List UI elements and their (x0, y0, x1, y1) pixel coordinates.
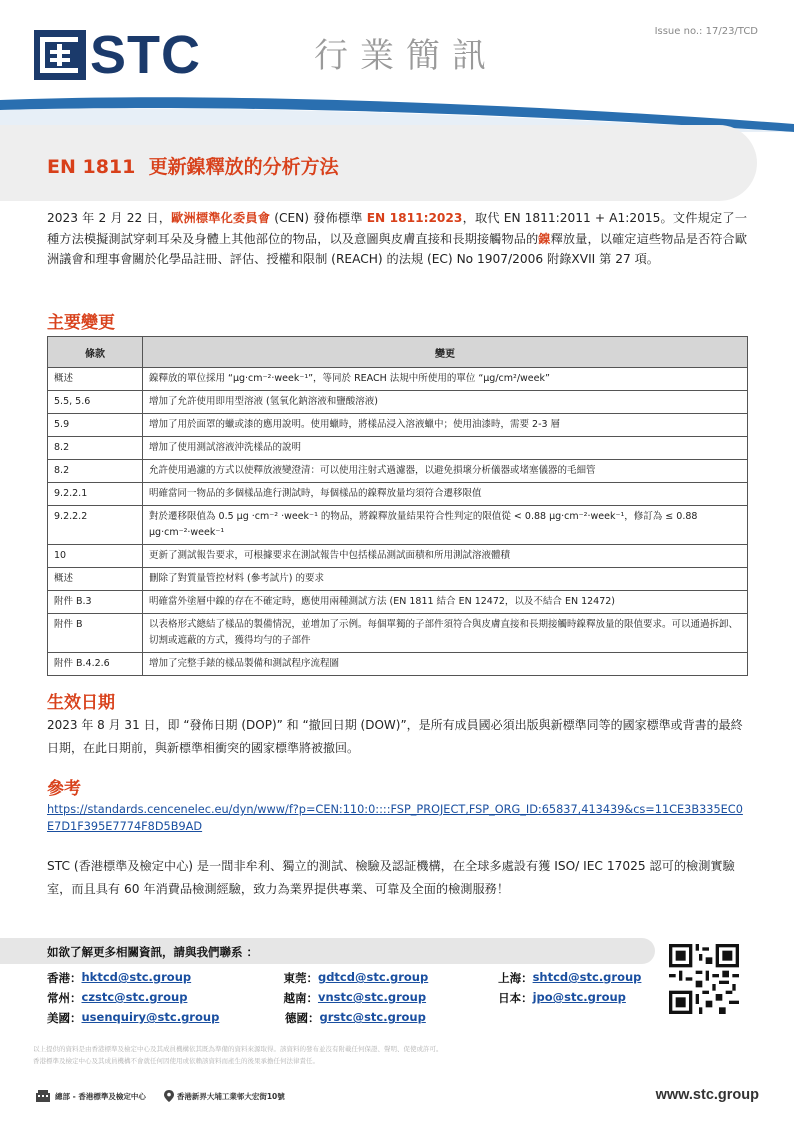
section-heading-effective: 生效日期 (47, 693, 115, 713)
contact-jp (498, 990, 667, 1006)
logo-text: STC (90, 25, 201, 85)
change-cell: 刪除了對質量管控材料 (參考試片) 的要求 (143, 568, 748, 591)
contact-label: 德國： (285, 1011, 320, 1025)
contact-row (47, 968, 667, 988)
table-row (48, 545, 748, 568)
section-heading-reference: 參考 (47, 779, 81, 799)
footer-hq: 總部 - 香港標準及檢定中心 (55, 1091, 146, 1101)
stc-emblem-icon (34, 30, 86, 80)
footer-address: 香港新界大埔工業邨大宏街10號 (176, 1091, 285, 1101)
effective-date-paragraph: 2023 年 8 月 31 日，即 “發佈日期 (DOP)” 和 “撤回日期 (DOW)”，是所有成員國必須出版與新標準同等的國家標準或背書的最終日期，在此日期前，與新標準相衝突的國家標準將被撤回。 (47, 718, 743, 755)
email-link-vn[interactable]: vnstc@stc.group (317, 990, 427, 1004)
clause-cell: 附件 B.4.2.6 (48, 653, 143, 676)
contact-sh (498, 970, 667, 986)
change-cell: 明確當同一物品的多個樣品進行測試時，每個樣品的鎳釋放量均須符合遷移限值 (143, 483, 748, 506)
table-row (48, 414, 748, 437)
column-header-change: 變更 (143, 337, 748, 368)
contact-title: 如欲了解更多相關資訊，請與我們聯系 ： (47, 945, 259, 959)
change-cell: 增加了允許使用即用型溶液 (氫氧化鈉溶液和鹽酸溶液) (143, 391, 748, 414)
page-title: EN 1811 更新鎳釋放的分析方法 (47, 156, 339, 178)
change-cell: 增加了完整手錶的樣品製備和測試程序流程圖 (143, 653, 748, 676)
publication-name: 行業簡訊 (314, 36, 498, 76)
building-icon (35, 1090, 51, 1102)
change-cell: 以表格形式總結了樣品的製備情況，並增加了示例。每個單獨的子部件須符合與皮膚直接和長期接觸時鎳釋放量的限值要求。可以通過拆卸、切割或遮蔽的方式，獲得均勻的子部件 (143, 614, 748, 653)
qr-code-icon[interactable] (669, 944, 739, 1014)
table-row (48, 653, 748, 676)
table-row (48, 568, 748, 591)
reference-link[interactable]: https://standards.cencenelec.eu/dyn/www/f?p=CEN:110:0::::FSP_PROJECT,FSP_ORG_ID:65837,413439&cs=11CE3B335EC0E7D1F395E7774F8D5B9AD (47, 803, 743, 833)
table-row (48, 391, 748, 414)
contact-cz (47, 990, 283, 1006)
table-row (48, 460, 748, 483)
contact-dg (283, 970, 498, 986)
change-cell: 對於遷移限值為 0.5 μg ·cm⁻² ·week⁻¹ 的物品，將鎳釋放量結果符合性判定的限值從 < 0.88 μg·cm⁻²·week⁻¹，修訂為 ≤ 0.88 μg·cm⁻²·week⁻¹ (143, 506, 748, 545)
email-link-jp[interactable]: jpo@stc.group (532, 990, 626, 1004)
table-row (48, 614, 748, 653)
email-link-hk[interactable]: hktcd@stc.group (81, 970, 192, 984)
column-header-clause: 條款 (48, 337, 143, 368)
contact-de (285, 1010, 501, 1026)
clause-cell: 8.2 (48, 460, 143, 483)
contact-hk (47, 970, 283, 986)
clause-cell: 9.2.2.2 (48, 506, 143, 545)
contact-label: 常州： (47, 991, 82, 1005)
section-heading-changes: 主要變更 (47, 313, 115, 333)
change-cell: 鎳釋放的單位採用 “μg·cm⁻²·week⁻¹”，等同於 REACH 法規中所使用的單位 “μg/cm²/week” (143, 368, 748, 391)
clause-cell: 9.2.2.1 (48, 483, 143, 506)
contact-vn (283, 990, 498, 1006)
table-row (48, 591, 748, 614)
disclaimer-line: 以上提供的資料是由香港標準及檢定中心及其成員機構依其既為準備的資料來源取得。該資料的發布並沒有附載任何保證、聲明、促使或許可。 (33, 1045, 443, 1053)
change-cell: 允許使用過濾的方式以使釋放液變澄清：可以使用注射式過濾器，以避免損壞分析儀器或堵塞儀器的毛細管 (143, 460, 748, 483)
clause-cell: 8.2 (48, 437, 143, 460)
email-link-cz[interactable]: czstc@stc.group (81, 990, 188, 1004)
contact-label: 越南： (283, 991, 318, 1005)
change-cell: 更新了測試報告要求，可根據要求在測試報告中包括樣品測試面積和所用測試溶液體積 (143, 545, 748, 568)
clause-cell: 5.9 (48, 414, 143, 437)
table-header-row (48, 337, 748, 368)
disclaimer-line: 香港標準及檢定中心及其成員機構不會就任何因使用或依賴該資料而產生的後果承擔任何法律責任。 (33, 1057, 319, 1065)
disclaimer (33, 1043, 443, 1067)
change-cell: 增加了用於面罩的蠟或漆的應用說明。使用蠟時，將樣品浸入溶液蠟中；使用油漆時，需要 2-3 層 (143, 414, 748, 437)
email-link-dg[interactable]: gdtcd@stc.group (317, 970, 429, 984)
clause-cell: 概述 (48, 568, 143, 591)
contact-label: 美國： (47, 1011, 82, 1025)
contact-list (47, 968, 667, 1028)
contact-row (47, 988, 667, 1008)
email-link-de[interactable]: grstc@stc.group (319, 1010, 426, 1024)
clause-cell: 概述 (48, 368, 143, 391)
change-cell: 增加了使用測試溶液沖洗樣品的說明 (143, 437, 748, 460)
contact-label: 香港： (47, 971, 82, 985)
change-cell: 明確當外塗層中鎳的存在不確定時，應使用兩種測試方法 (EN 1811 結合 EN 12472，以及不結合 EN 12472) (143, 591, 748, 614)
email-link-sh[interactable]: shtcd@stc.group (532, 970, 642, 984)
about-stc-paragraph: STC (香港標準及檢定中心) 是一間非牟利、獨立的測試、檢驗及認証機構，在全球多處設有獲 ISO/ IEC 17025 認可的檢測實驗室，而且具有 60 年消費品檢測經驗，致力為業界提供專業、可靠及全面的檢測服務！ (47, 859, 735, 896)
clause-cell: 10 (48, 545, 143, 568)
issue-number: Issue no.: 17/23/TCD (654, 26, 758, 37)
clause-cell: 附件 B.3 (48, 591, 143, 614)
email-link-us[interactable]: usenquiry@stc.group (81, 1010, 220, 1024)
contact-label: 日本： (498, 991, 533, 1005)
changes-table (47, 336, 748, 676)
contact-us (47, 1010, 285, 1026)
table-row (48, 368, 748, 391)
table-row (48, 506, 748, 545)
clause-cell: 附件 B (48, 614, 143, 653)
footer-website[interactable]: www.stc.group (655, 1087, 759, 1103)
contact-row (47, 1008, 667, 1028)
table-row (48, 437, 748, 460)
stc-logo (34, 25, 201, 85)
contact-label: 上海： (498, 971, 533, 985)
location-pin-icon (164, 1090, 174, 1102)
clause-cell: 5.5, 5.6 (48, 391, 143, 414)
table-row (48, 483, 748, 506)
intro-paragraph: 2023 年 2 月 22 日，歐洲標準化委員會 (CEN) 發佈標準 EN 1811:2023，取代 EN 1811:2011 + A1:2015。文件規定了一種方法模擬測試穿刺耳朵及身體上其他部位的物品，以及意圖與皮膚直接和長期接觸物品的鎳釋放量，以確定這些物品是否符合歐洲議會和理事會關於化學品註冊、評估、授權和限制 (REACH) 的法規 (EC) No 1907/2006 附錄XVII 第 27 項。 (47, 211, 748, 266)
contact-label: 東莞： (283, 971, 318, 985)
footer-info (35, 1090, 289, 1102)
